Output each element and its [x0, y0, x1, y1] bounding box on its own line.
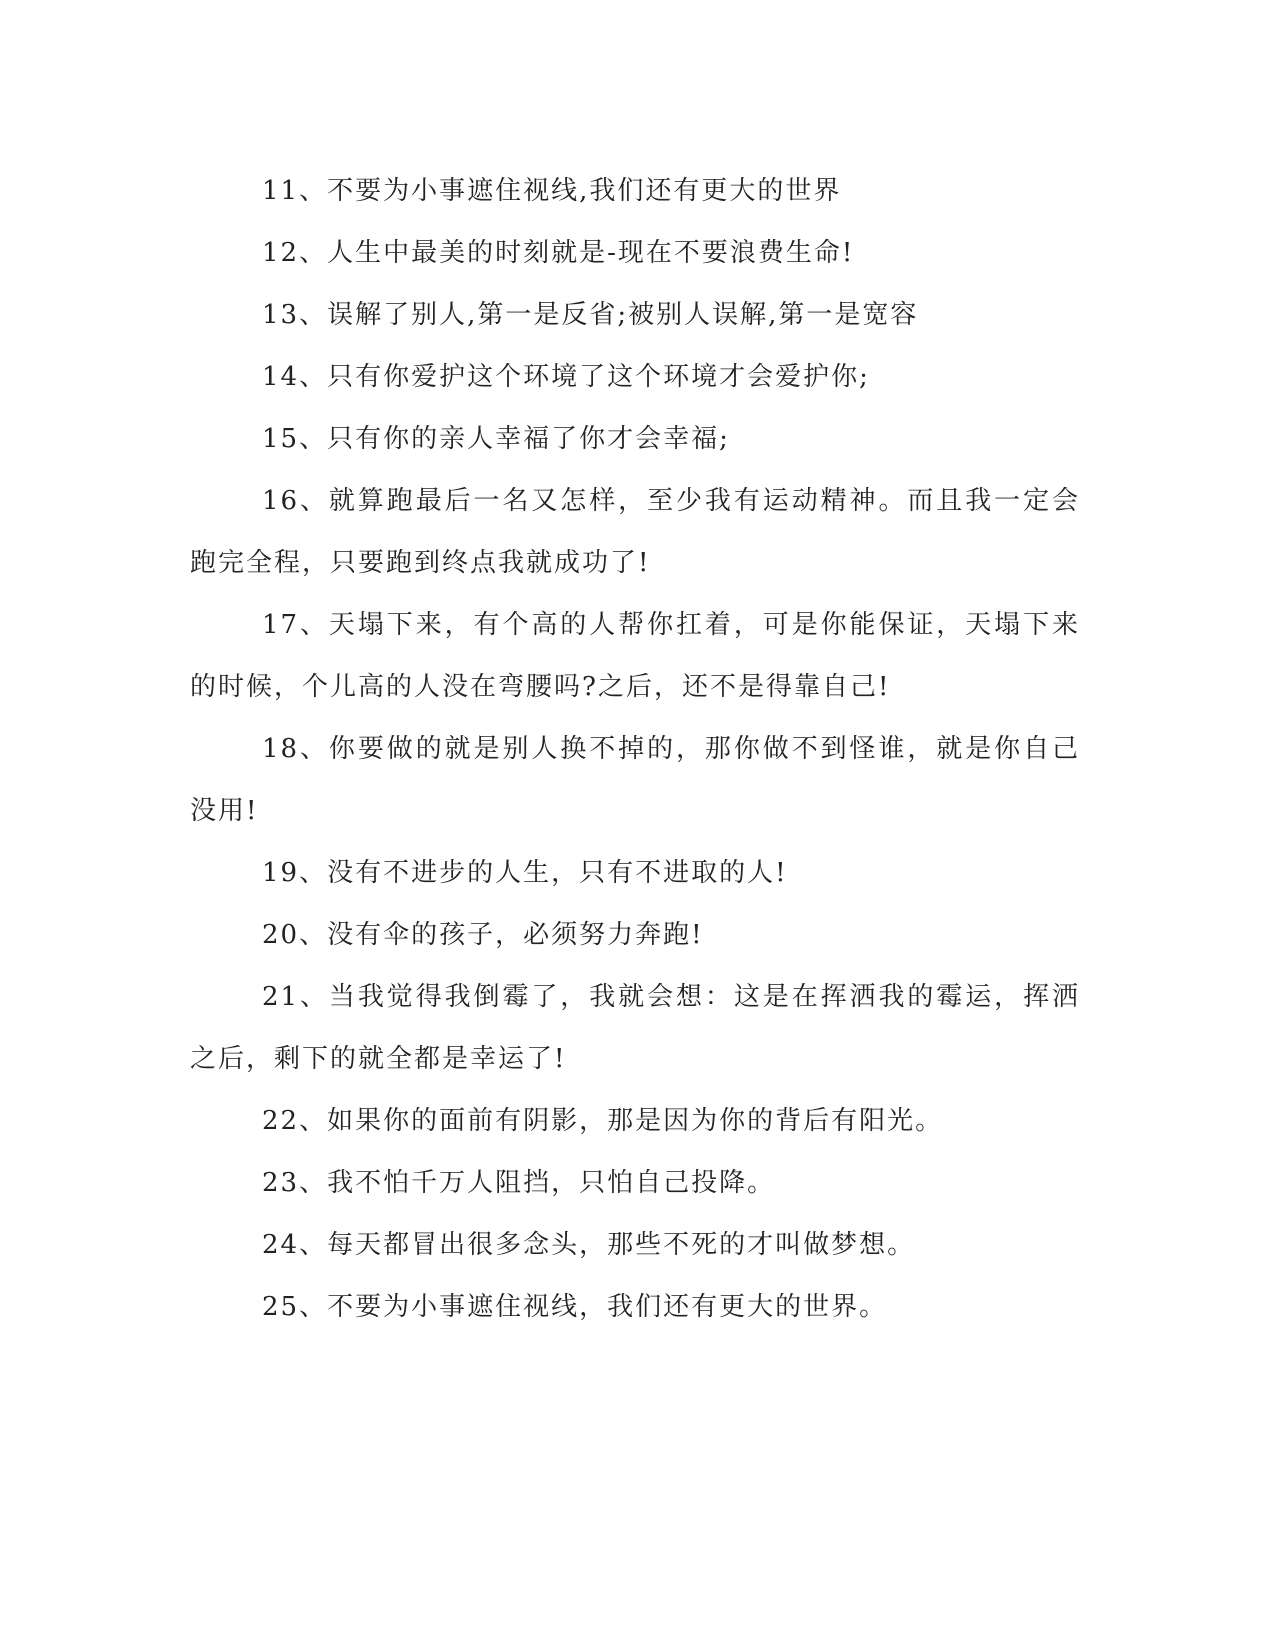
- paragraph-22: 22、如果你的面前有阴影，那是因为你的背后有阳光。: [262, 1106, 944, 1136]
- paragraph-12: 12、人生中最美的时刻就是-现在不要浪费生命!: [262, 238, 855, 268]
- paragraph-20: 20、没有伞的孩子，必须努力奔跑!: [262, 920, 704, 950]
- paragraph-18: 18、你要做的就是别人换不掉的，那你做不到怪谁，就是你自己没用!: [190, 734, 1080, 826]
- paragraph-17: 17、天塌下来，有个高的人帮你扛着，可是你能保证，天塌下来的时候，个儿高的人没在弯腰吗?之后，还不是得靠自己!: [190, 610, 1080, 702]
- paragraph-21: 21、当我觉得我倒霉了，我就会想：这是在挥洒我的霉运，挥洒之后，剩下的就全都是幸运了!: [190, 982, 1080, 1074]
- paragraph-11: 11、不要为小事遮住视线,我们还有更大的世界: [262, 176, 842, 206]
- paragraph-15: 15、只有你的亲人幸福了你才会幸福;: [262, 424, 730, 454]
- paragraph-13: 13、误解了别人,第一是反省;被别人误解,第一是宽容: [262, 300, 919, 330]
- paragraph-14: 14、只有你爱护这个环境了这个环境才会爱护你;: [262, 362, 870, 392]
- paragraph-23: 23、我不怕千万人阻挡，只怕自己投降。: [262, 1168, 776, 1198]
- paragraph-19: 19、没有不进步的人生，只有不进取的人!: [262, 858, 788, 888]
- paragraph-24: 24、每天都冒出很多念头，那些不死的才叫做梦想。: [262, 1230, 916, 1260]
- paragraph-16: 16、就算跑最后一名又怎样，至少我有运动精神。而且我一定会跑完全程，只要跑到终点我就成功了!: [190, 486, 1080, 578]
- paragraph-25: 25、不要为小事遮住视线，我们还有更大的世界。: [262, 1292, 888, 1322]
- document-body: [190, 160, 1080, 1338]
